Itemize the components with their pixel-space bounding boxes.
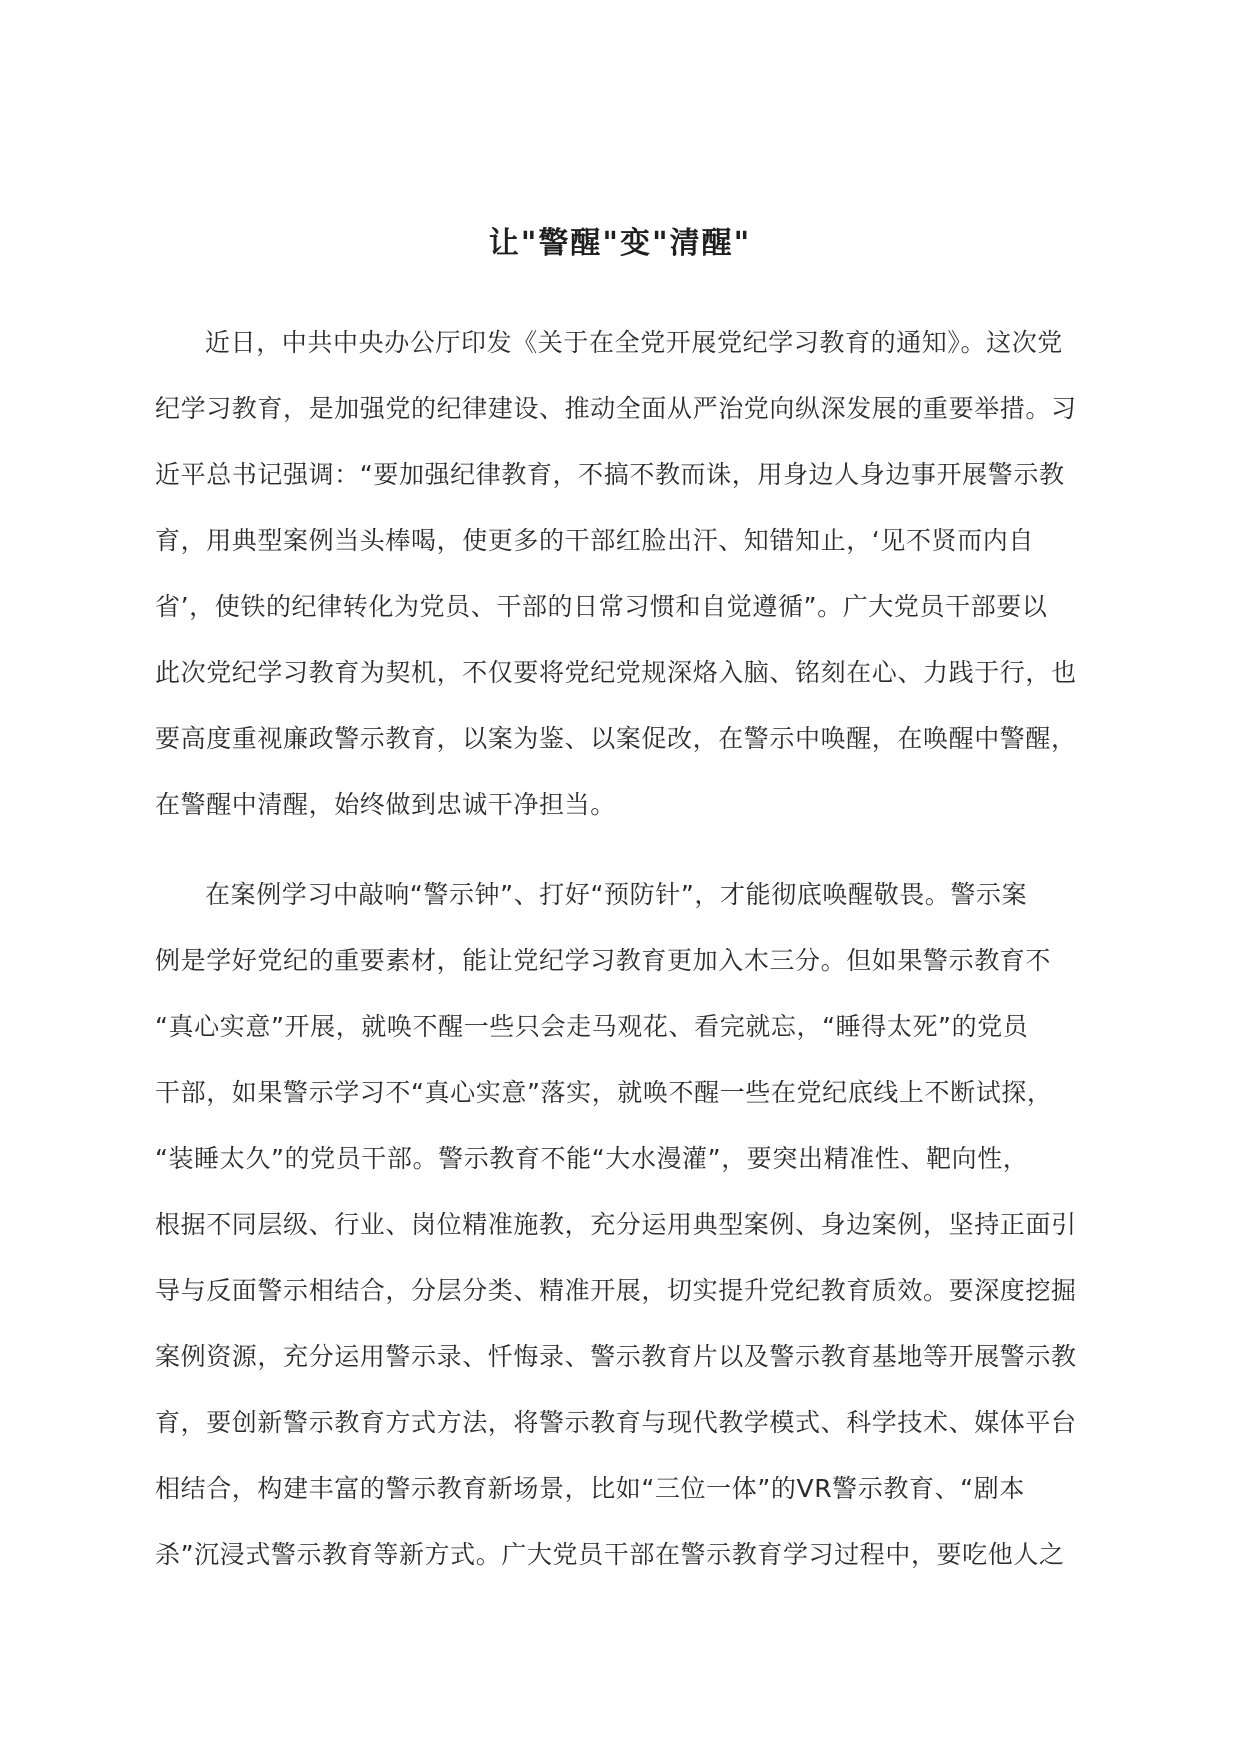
paragraph-line: 根据不同层级、行业、岗位精准施教，充分运用典型案例、身边案例，坚持正面引 xyxy=(155,1210,1077,1239)
paragraph-2 xyxy=(155,862,1085,1588)
paragraph-line: 相结合，构建丰富的警示教育新场景，比如“三位一体”的VR警示教育、“剧本 xyxy=(155,1474,1025,1503)
paragraph-line: “装睡太久”的党员干部。警示教育不能“大水漫灌”，要突出精准性、靶向性， xyxy=(155,1144,1029,1173)
document-title: 让"警醒"变"清醒" xyxy=(488,226,752,261)
paragraph-line: 育，要创新警示教育方式方法，将警示教育与现代教学模式、科学技术、媒体平台 xyxy=(155,1408,1077,1437)
paragraph-line: 在案例学习中敲响“警示钟”、打好“预防针”，才能彻底唤醒敬畏。警示案 xyxy=(205,880,1028,909)
paragraph-line: 近平总书记强调：“要加强纪律教育，不搞不教而诛，用身边人身边事开展警示教 xyxy=(155,460,1065,489)
paragraph-line: 此次党纪学习教育为契机，不仅要将党纪党规深烙入脑、铭刻在心、力践于行，也 xyxy=(155,658,1077,687)
paragraph-line: 育，用典型案例当头棒喝，使更多的干部红脸出汗、知错知止，‘见不贤而内自 xyxy=(155,526,1034,555)
paragraph-line: 近日，中共中央办公厅印发《关于在全党开展党纪学习教育的通知》。这次党 xyxy=(205,328,1063,357)
paragraph-line: 纪学习教育，是加强党的纪律建设、推动全面从严治党向纵深发展的重要举措。习 xyxy=(155,394,1077,423)
paragraph-line: 要高度重视廉政警示教育，以案为鉴、以案促改，在警示中唤醒，在唤醒中警醒， xyxy=(155,724,1077,753)
paragraph-1 xyxy=(155,310,1085,838)
paragraph-line: 干部，如果警示学习不“真心实意”落实，就唤不醒一些在党纪底线上不断试探， xyxy=(155,1078,1053,1107)
paragraph-line: 导与反面警示相结合，分层分类、精准开展，切实提升党纪教育质效。要深度挖掘 xyxy=(155,1276,1077,1305)
paragraph-line: 省’，使铁的纪律转化为党员、干部的日常习惯和自觉遵循”。广大党员干部要以 xyxy=(155,592,1048,621)
paragraph-line: 在警醒中清醒，始终做到忠诚干净担当。 xyxy=(155,790,616,819)
paragraph-line: “真心实意”开展，就唤不醒一些只会走马观花、看完就忘，“睡得太死”的党员 xyxy=(155,1012,1029,1041)
paragraph-line: 杀”沉浸式警示教育等新方式。广大党员干部在警示教育学习过程中，要吃他人之 xyxy=(155,1540,1065,1569)
paragraph-line: 例是学好党纪的重要素材，能让党纪学习教育更加入木三分。但如果警示教育不 xyxy=(155,946,1052,975)
paragraph-line: 案例资源，充分运用警示录、忏悔录、警示教育片以及警示教育基地等开展警示教 xyxy=(155,1342,1077,1371)
